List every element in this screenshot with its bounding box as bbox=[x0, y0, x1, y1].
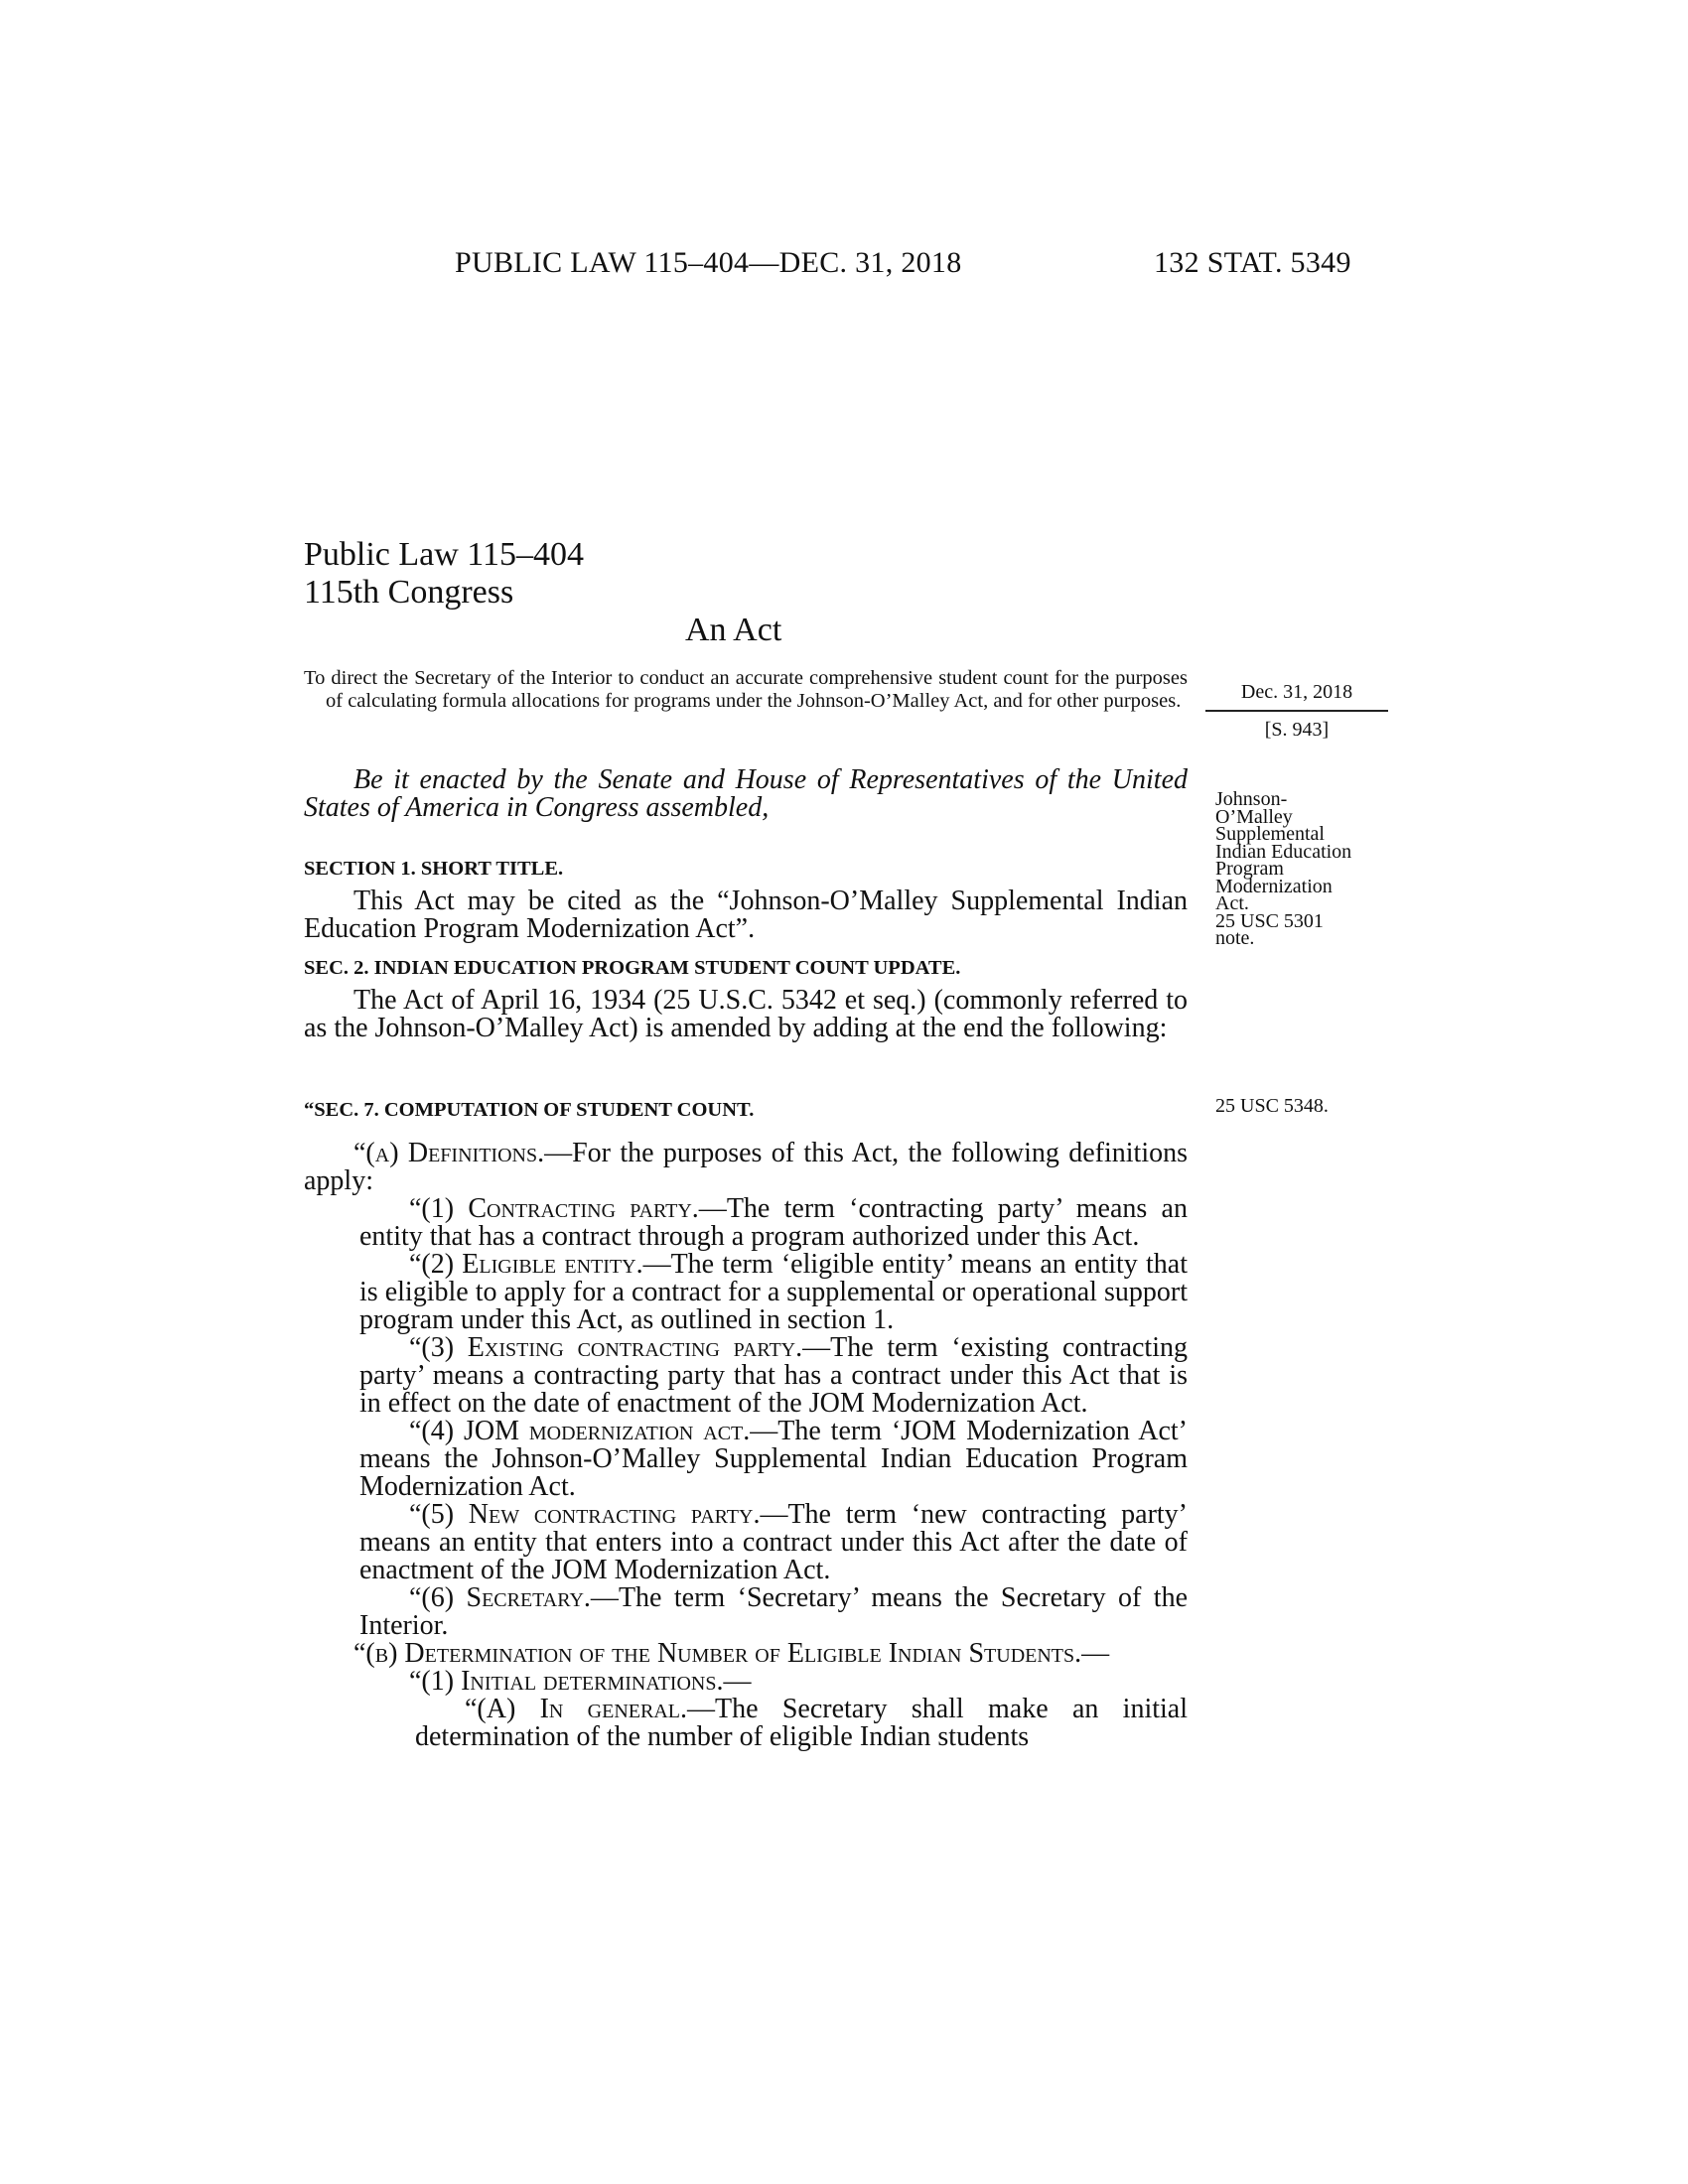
definition-6: “(6) Secretary.—The term ‘Secretary’ means the Secretary of the Interior. bbox=[359, 1582, 1189, 1641]
congress-number: 115th Congress bbox=[304, 574, 514, 611]
law-number: Public Law 115–404 bbox=[304, 536, 585, 573]
act-purpose: To direct the Secretary of the Interior to conduct an accurate comprehensive student count for the purposes of calculating formula allocations for programs under the Johnson-O’Malley Act, and for other purposes. bbox=[304, 667, 1188, 712]
definition-5: “(5) New contracting party.—The term ‘new contracting party’ means an entity that enters into a contract under this Act after the date of enactment of the JOM Modernization Act. bbox=[359, 1499, 1188, 1585]
section-1-heading: SECTION 1. SHORT TITLE. bbox=[304, 858, 564, 880]
subsection-a: “(a) Definitions.—For the purposes of this Act, the following definitions apply: bbox=[304, 1138, 1188, 1196]
act-heading: An Act bbox=[685, 612, 782, 648]
law-title-block bbox=[304, 536, 584, 612]
side-divider bbox=[1205, 710, 1388, 712]
section-7-body bbox=[304, 1140, 1188, 1751]
enacting-clause: Be it enacted by the Senate and House of Representatives of the United States of America in Congress assembled, bbox=[304, 764, 1188, 823]
section-7-heading: “SEC. 7. COMPUTATION OF STUDENT COUNT. bbox=[304, 1099, 755, 1121]
paragraph-b-1: “(1) Initial determinations.— bbox=[409, 1666, 752, 1697]
definition-4: “(4) JOM modernization act.—The term ‘JOM Modernization Act’ means the Johnson-O’Malley Supplemental Indian Education Program Modernization Act. bbox=[359, 1416, 1188, 1502]
subsection-b: “(b) Determination of the Number of Eligible Indian Students.— bbox=[353, 1638, 1110, 1669]
margin-note-usc: 25 USC 5348. bbox=[1215, 1095, 1329, 1117]
definition-2: “(2) Eligible entity.—The term ‘eligible entity’ means an entity that is eligible to apply for a contract for a supplemental or operational support program under this Act, as outlined in section 1. bbox=[359, 1249, 1188, 1335]
page-number: 132 STAT. 5349 bbox=[1154, 246, 1351, 279]
section-2-text: The Act of April 16, 1934 (25 U.S.C. 5342 et seq.) (commonly referred to as the Johnson-O’Malley Act) is amended by adding at the end the following: bbox=[304, 985, 1188, 1043]
bill-number: [S. 943] bbox=[1264, 719, 1330, 741]
subparagraph-b-1-A: “(A) In general.—The Secretary shall make an initial determination of the number of eligible Indian students bbox=[415, 1694, 1188, 1752]
section-2-heading: SEC. 2. INDIAN EDUCATION PROGRAM STUDENT COUNT UPDATE. bbox=[304, 957, 961, 979]
margin-note-short-title: Johnson- O’Malley Supplemental Indian Education Program Modernization Act. 25 USC 5301 note. bbox=[1215, 788, 1352, 949]
enactment-date: Dec. 31, 2018 bbox=[1240, 681, 1353, 703]
definition-1: “(1) Contracting party.—The term ‘contracting party’ means an entity that has a contract through a program authorized under this Act. bbox=[359, 1193, 1188, 1252]
definition-3: “(3) Existing contracting party.—The term ‘existing contracting party’ means a contracting party that has a contract under this Act that is in effect on the date of enactment of the JOM Modernization Act. bbox=[359, 1332, 1188, 1419]
running-head-left: PUBLIC LAW 115–404—DEC. 31, 2018 bbox=[455, 246, 962, 279]
section-1-text: This Act may be cited as the “Johnson-O’Malley Supplemental Indian Education Program Modernization Act”. bbox=[304, 886, 1188, 944]
